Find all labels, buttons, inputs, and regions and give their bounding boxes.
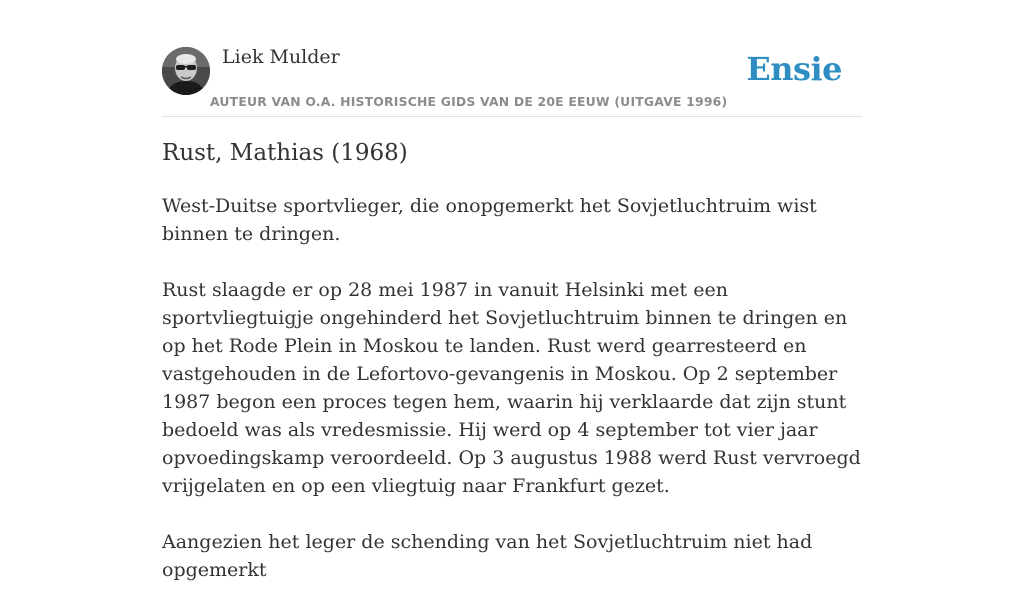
article-title: Rust, Mathias (1968) <box>162 140 408 166</box>
article-paragraph: West-Duitse sportvlieger, die onopgemerkt het Sovjetluchtruim wist binnen te dringen. <box>162 195 817 245</box>
author-name-link[interactable]: Liek Mulder <box>222 46 340 68</box>
author-avatar[interactable] <box>162 47 210 95</box>
article-paragraph: Rust slaagde er op 28 mei 1987 in vanuit Helsinki met een sportvliegtuigje ongehinderd het Sovjetluchtruim binnen te dringen en op het Rode Plein in Moskou te landen. Rust werd gearresteerd en vastgehouden in de Lefortovo-gevangenis in Moskou. Op 2 september 1987 begon een proces tegen hem, waarin hij verklaarde dat zijn stunt bedoeld was als vredesmissie. Hij werd op 4 september tot vier jaar opvoedingskamp veroordeeld. Op 3 augustus 1988 werd Rust vervroegd vrijgelaten en op een vliegtuig naar Frankfurt gezet. <box>162 279 861 497</box>
ensie-logo[interactable]: Ensie <box>746 50 842 88</box>
article-body <box>162 192 862 612</box>
portrait-icon <box>162 47 210 95</box>
author-header <box>162 0 862 117</box>
article-paragraph: Aangezien het leger de schending van het Sovjetluchtruim niet had opgemerkt <box>162 531 813 581</box>
article-page <box>162 0 862 581</box>
author-bio: AUTEUR VAN O.A. HISTORISCHE GIDS VAN DE 20E EEUW (UITGAVE 1996) <box>210 94 728 109</box>
